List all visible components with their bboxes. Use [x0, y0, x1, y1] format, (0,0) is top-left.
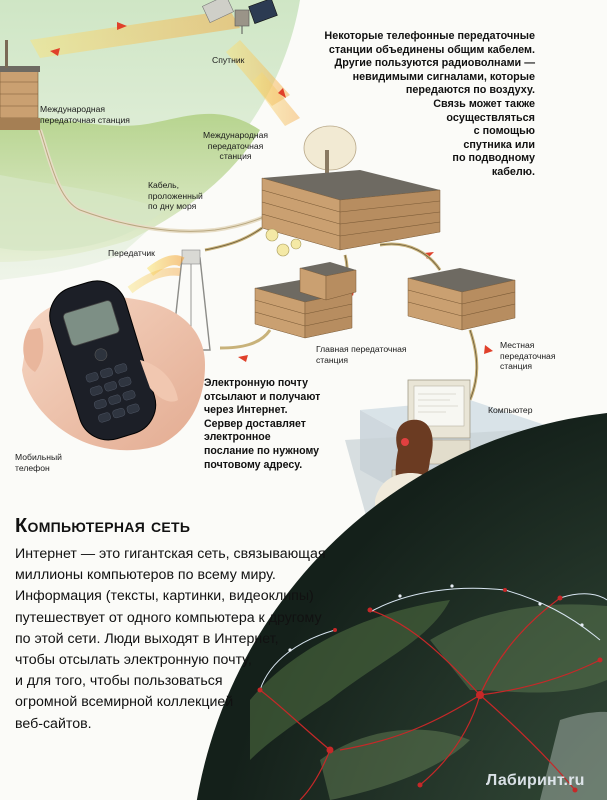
main-station: [255, 262, 356, 338]
watermark: Лабиринт.ru: [486, 772, 585, 789]
label-computer: Компьютер: [488, 405, 533, 415]
label-mobile-phone: Мобильный телефон: [15, 452, 62, 473]
label-international-station-left: Международная передаточная станция: [40, 104, 130, 125]
label-local-station: Местная передаточная станция: [500, 340, 556, 371]
label-international-station-center: Международная передаточная станция: [203, 130, 269, 161]
local-station: [408, 268, 515, 330]
label-sea-cable: Кабель, проложенный по дну моря: [148, 180, 203, 211]
label-main-station: Главная передаточная станция: [316, 344, 407, 365]
section-body: Интернет — это гигантская сеть, связывающая миллионы компьютеров по всему миру. Информация (тексты, картинки, видеоклипы) путешествует от одного компьютера к другому по этой сети. Люди выходят в Интернет, чтобы отсылать электронную почту, и для того, чтобы пользоваться огромной всемирной коллекцией веб-сайтов.: [15, 546, 326, 732]
label-satellite: Спутник: [212, 55, 245, 65]
section-title: Компьютерная сеть: [15, 515, 191, 537]
intro-paragraph: Некоторые телефонные передаточные станции объединены общим кабелем. Другие пользуются радиоволнами — невидимыми сигналами, которые передаются по воздуху. Связь может также осуществляться с помощью спутника или по подводному кабелю.: [324, 30, 535, 178]
label-transmitter: Передатчик: [108, 248, 155, 258]
email-paragraph: Электронную почту отсылают и получают через Интернет. Сервер доставляет электронное послание по нужному почтовому адресу.: [204, 377, 321, 471]
